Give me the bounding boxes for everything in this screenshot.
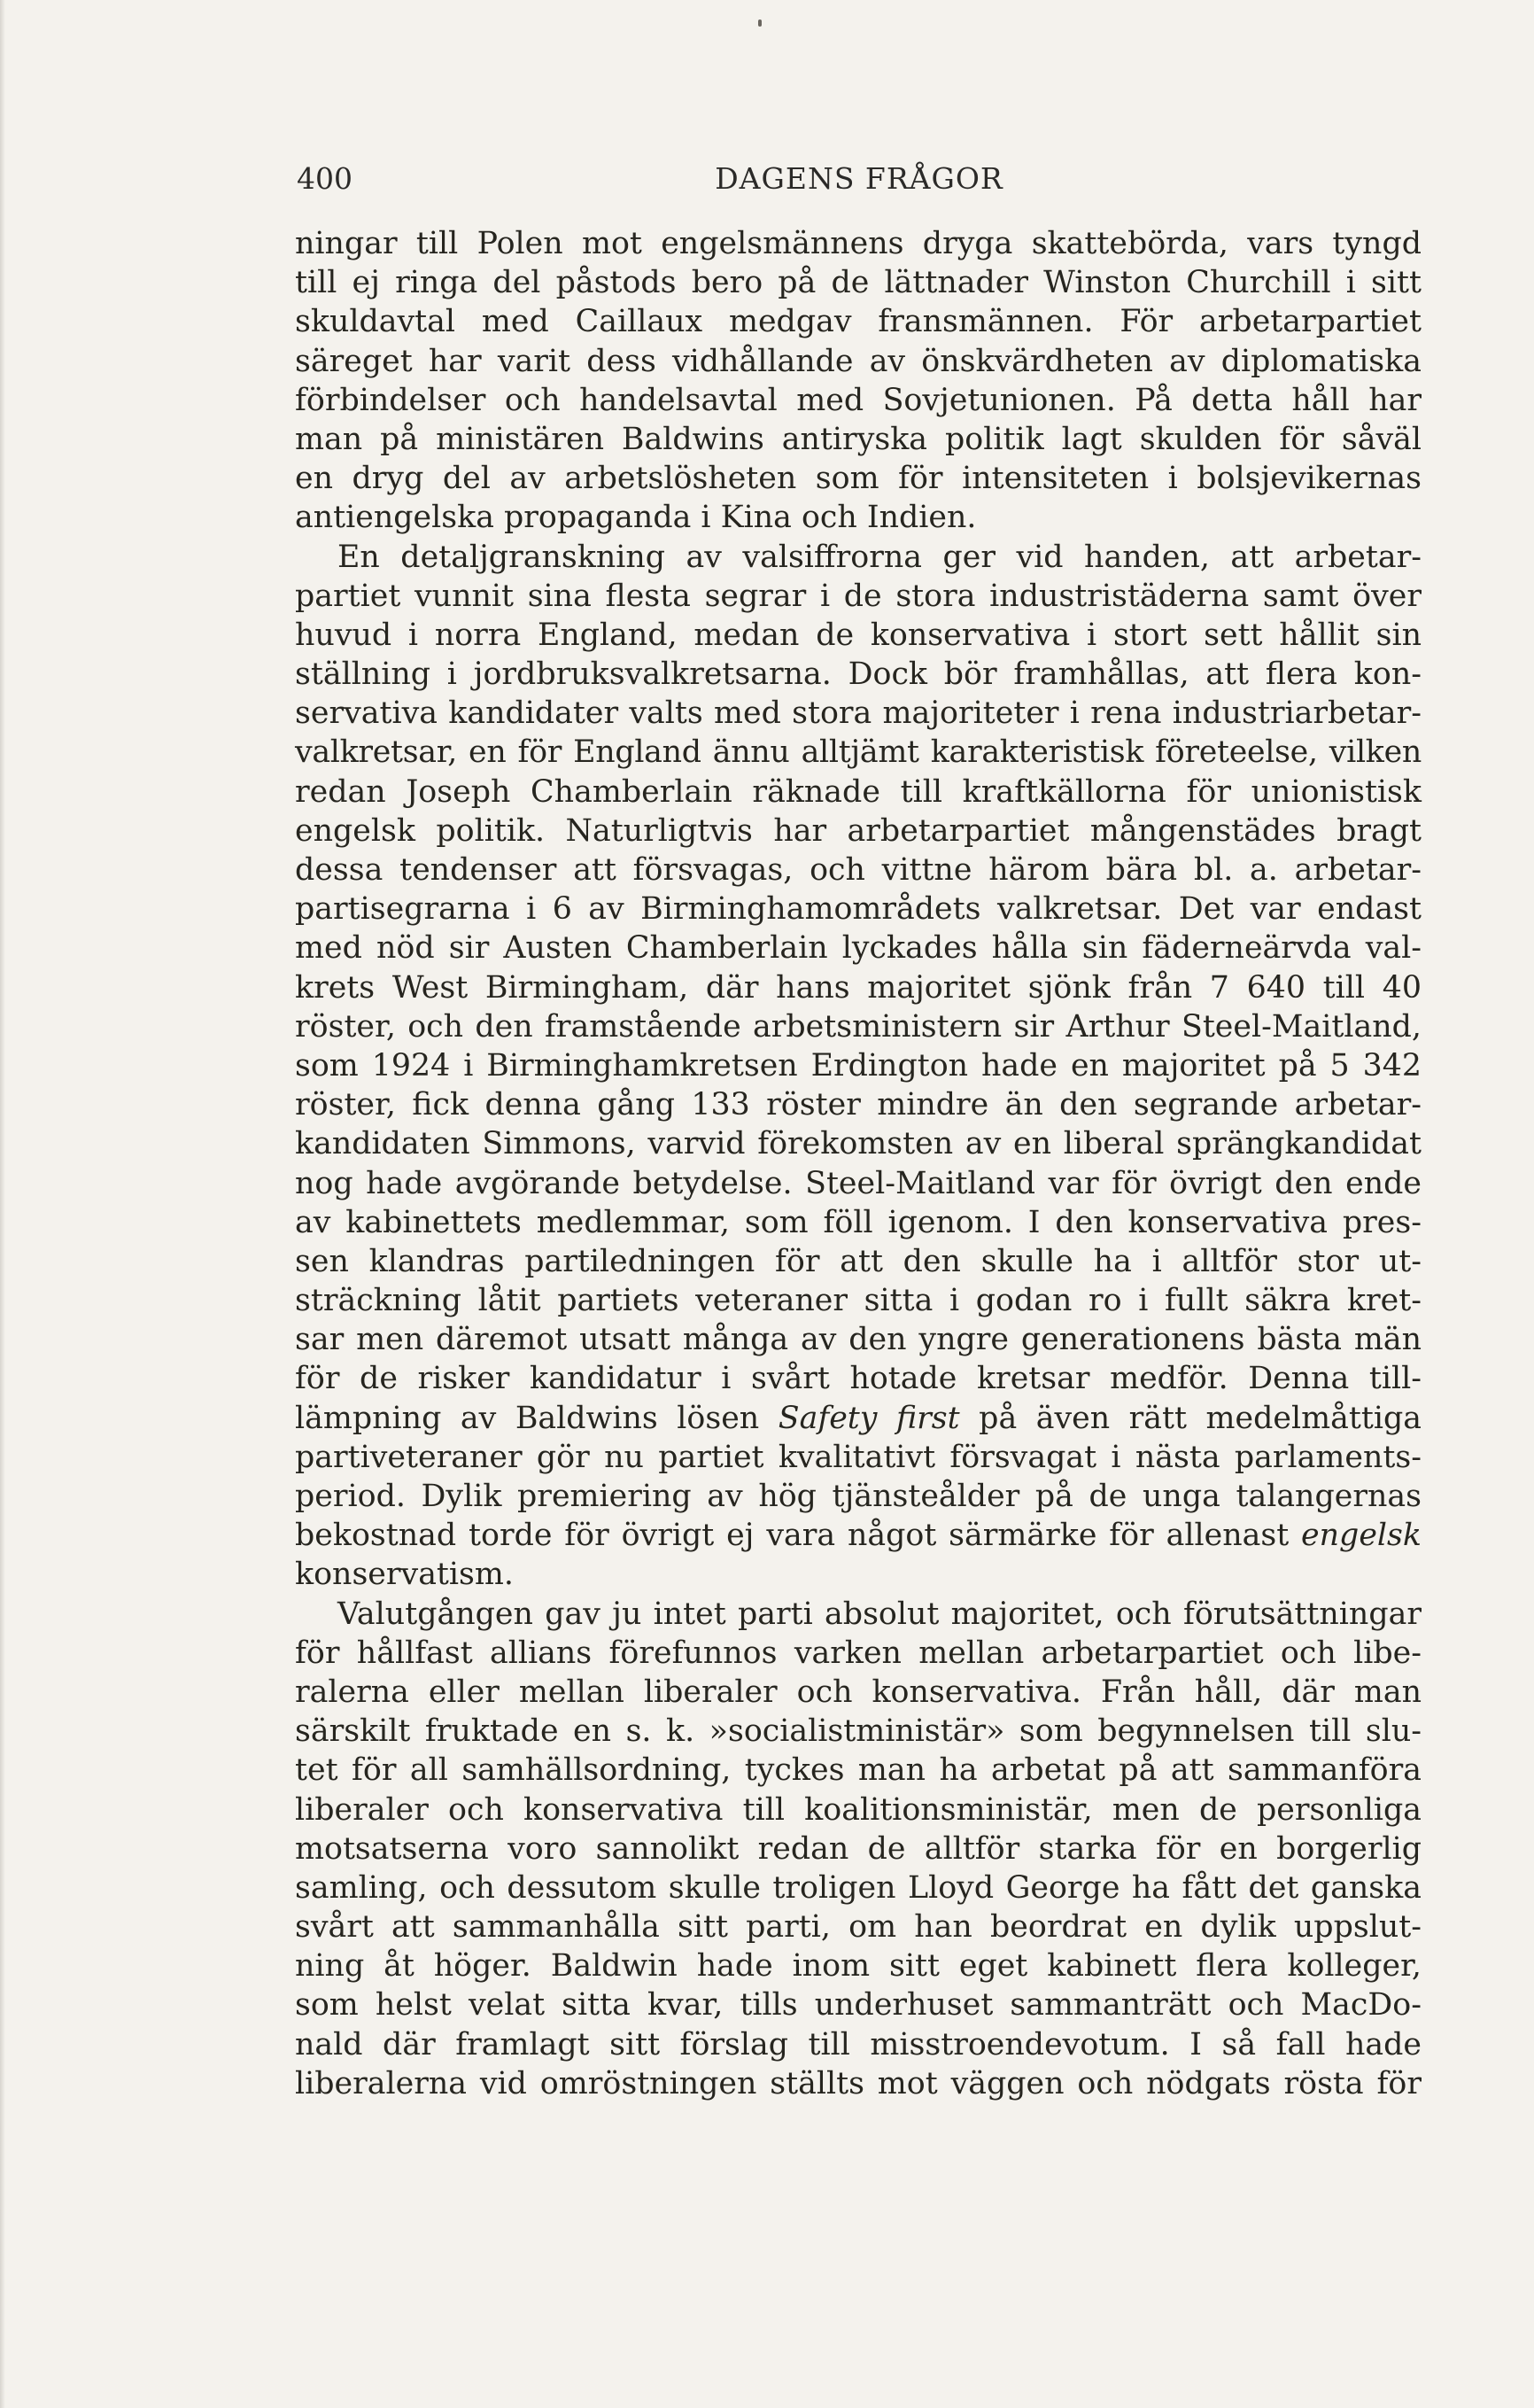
running-header: [297, 161, 1422, 206]
text-line: sträckning låtit partiets veteraner sitta i godan ro i fullt säkra kret-: [295, 1283, 1422, 1319]
text-line: servativa kandidater valts med stora majoriteter i rena industriarbetar-: [295, 695, 1422, 732]
text-line: samling, och dessutom skulle troligen Lloyd George ha fått det ganska: [295, 1869, 1422, 1906]
text-line: för hållfast allians förefunnos varken mellan arbetarpartiet och libe-: [295, 1635, 1422, 1671]
text-line: säreget har varit dess vidhållande av önskvärdheten av diplomatiska: [295, 343, 1422, 379]
text-line: konservatism.: [295, 1557, 514, 1593]
text-line: nog hade avgörande betydelse. Steel-Maitland var för övrigt den ende: [295, 1165, 1422, 1201]
text-line: röster, fick denna gång 133 röster mindre än den segrande arbetar-: [295, 1087, 1422, 1123]
text-line: förbindelser och handelsavtal med Sovjetunionen. På detta håll har: [295, 382, 1422, 418]
text-line: period. Dylik premiering av hög tjänsteålder på de unga talangernas: [295, 1479, 1422, 1514]
text-line: sen klandras partiledningen för att den skulle ha i alltför stor ut-: [295, 1243, 1422, 1279]
text-line: nald där framlagt sitt förslag till misstroendevotum. I så fall hade: [295, 2026, 1422, 2062]
text-line: liberalerna vid omröstningen ställts mot väggen och nödgats rösta för: [295, 2065, 1422, 2101]
text-line: kandidaten Simmons, varvid förekomsten av en liberal sprängkandidat: [295, 1126, 1422, 1162]
text-line: som 1924 i Birminghamkretsen Erdington hade en majoritet på 5 342: [295, 1047, 1422, 1084]
text-line: Valutgången gav ju intet parti absolut majoritet, och förutsättningar: [337, 1596, 1422, 1632]
text-line: En detaljgranskning av valsiffrorna ger vid handen, att arbetar-: [337, 539, 1422, 575]
text-line: [295, 1399, 1422, 1438]
text-line: partisegrarna i 6 av Birminghamområdets valkretsar. Det var endast: [295, 891, 1422, 928]
text-line: röster, och den framstående arbetsministern sir Arthur Steel-Maitland,: [295, 1008, 1422, 1045]
page-edge-shadow: [0, 0, 5, 2408]
print-mark: [758, 19, 762, 27]
text-line: sar men däremot utsatt många av den yngre generationens bästa män: [295, 1322, 1422, 1358]
text-line: partiveteraner gör nu partiet kvalitativt försvagat i nästa parlaments-: [295, 1439, 1422, 1475]
text-line: motsatserna voro sannolikt redan de alltför starka för en borgerlig: [295, 1830, 1422, 1867]
text-line: ningar till Polen mot engelsmännens dryga skattebörda, vars tyngd: [295, 226, 1422, 261]
text-segment: lämpning av Baldwins lösen: [295, 1400, 779, 1436]
text-line: av kabinettets medlemmar, som föll igenom. I den konservativa pres-: [295, 1204, 1422, 1240]
text-line: antiengelska propaganda i Kina och Indien.: [295, 500, 977, 536]
text-line: ning åt höger. Baldwin hade inom sitt eget kabinett flera kolleger,: [295, 1948, 1422, 1985]
italic-phrase: Safety first: [778, 1400, 960, 1436]
text-line: skuldavtal med Caillaux medgav fransmännen. För arbetarpartiet: [295, 304, 1422, 340]
text-line: liberaler och konservativa till koalitionsministär, men de personliga: [295, 1791, 1422, 1828]
text-line: redan Joseph Chamberlain räknade till kraftkällorna för unionistisk: [295, 773, 1422, 810]
text-line: dessa tendenser att försvagas, och vittne härom bära bl. a. arbetar-: [295, 852, 1422, 888]
body-text: [295, 224, 1422, 2103]
text-line: engelsk politik. Naturligtvis har arbetarpartiet mångenstädes bragt: [295, 812, 1422, 849]
text-line: partiet vunnit sina flesta segrar i de stora industristäderna samt över: [295, 578, 1422, 614]
journal-title: DAGENS FRÅGOR: [715, 161, 1003, 196]
text-line: krets West Birmingham, där hans majoritet sjönk från 7 640 till 40: [295, 969, 1422, 1006]
text-line: man på ministären Baldwins antiryska politik lagt skulden för såväl: [295, 421, 1422, 457]
text-line: huvud i norra England, medan de konservativa i stort sett hållit sin: [295, 617, 1422, 653]
text-line: ralerna eller mellan liberaler och konservativa. Från håll, där man: [295, 1674, 1422, 1710]
text-line: med nöd sir Austen Chamberlain lyckades hålla sin fäderneärvda val-: [295, 930, 1422, 967]
text-line: för de risker kandidatur i svårt hotade kretsar medför. Denna till-: [295, 1361, 1422, 1397]
text-line: som helst velat sitta kvar, tills underhuset sammanträtt och MacDo-: [295, 1987, 1422, 2023]
text-segment: på även rätt medelmåttiga: [959, 1400, 1422, 1436]
text-line: [295, 1516, 1422, 1555]
page-number: 400: [297, 161, 353, 196]
text-line: särskilt fruktade en s. k. »socialistministär» som begynnelsen till slu-: [295, 1713, 1422, 1750]
text-line: en dryg del av arbetslösheten som för intensiteten i bolsjevikernas: [295, 461, 1422, 497]
text-segment: bekostnad torde för övrigt ej vara något särmärke för allenast: [295, 1518, 1302, 1554]
text-line: ställning i jordbruksvalkretsarna. Dock bör framhållas, att flera kon-: [295, 656, 1422, 693]
text-line: till ej ringa del påstods bero på de lättnader Winston Churchill i sitt: [295, 265, 1422, 301]
text-line: valkretsar, en för England ännu alltjämt karakteristisk företeelse, vilken: [295, 734, 1422, 771]
text-line: svårt att sammanhålla sitt parti, om han beordrat en dylik uppslut-: [295, 1909, 1422, 1946]
italic-phrase: engelsk: [1301, 1518, 1422, 1554]
text-line: tet för all samhällsordning, tyckes man ha arbetat på att sammanföra: [295, 1752, 1422, 1789]
